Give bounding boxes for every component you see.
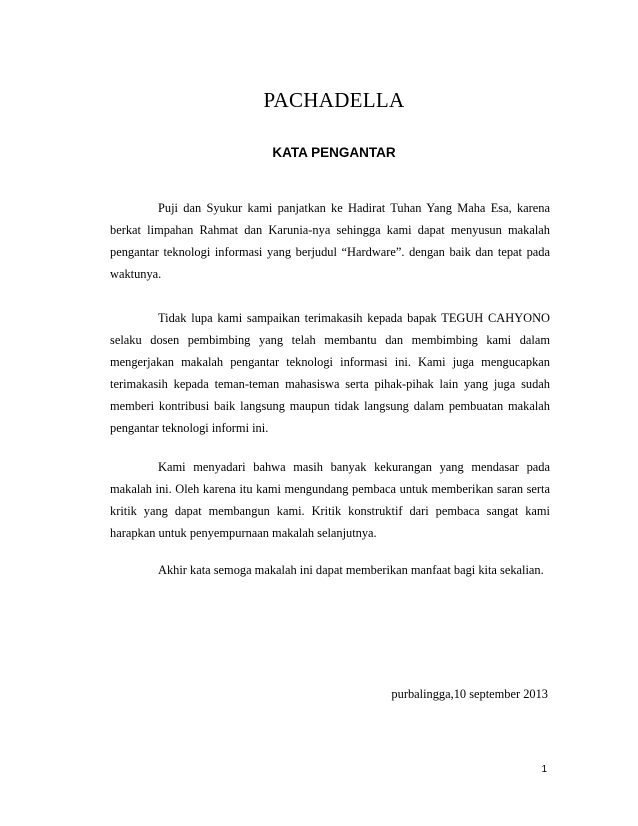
place-date: purbalingga,10 september 2013 <box>391 687 548 701</box>
paragraph-closing-wish: Akhir kata semoga makalah ini dapat memberikan manfaat bagi kita sekalian. <box>158 563 544 577</box>
paragraph-shortcomings: Kami menyadari bahwa masih banyak kekurangan yang mendasar pada makalah ini. Oleh karena itu kami mengundang pembaca untuk memberikan saran serta kritik yang dapat membangun kami. Kritik konstruktif dari pembaca sangat kami harapkan untuk penyempurnaan makalah selanjutnya. <box>110 460 550 540</box>
page-number: 1 <box>541 764 547 775</box>
section-heading: KATA PENGANTAR <box>272 145 396 160</box>
document-title: PACHADELLA <box>263 88 405 112</box>
paragraph-acknowledgement: Tidak lupa kami sampaikan terimakasih kepada bapak TEGUH CAHYONO selaku dosen pembimbing yang telah membantu dan membimbing kami dalam mengerjakan makalah pengantar teknologi informasi ini. Kami juga mengucapkan terimakasih kepada teman-teman mahasiswa serta pihak-pihak lain yang juga sudah memberi kontribusi baik langsung maupun tidak langsung dalam pembuatan makalah pengantar teknologi informi ini. <box>110 311 550 435</box>
paragraph-thanks: Puji dan Syukur kami panjatkan ke Hadirat Tuhan Yang Maha Esa, karena berkat limpahan Rahmat dan Karunia-nya sehingga kami dapat menyusun makalah pengantar teknologi informasi yang berjudul “Hardware”. dengan baik dan tepat pada waktunya. <box>110 201 550 281</box>
